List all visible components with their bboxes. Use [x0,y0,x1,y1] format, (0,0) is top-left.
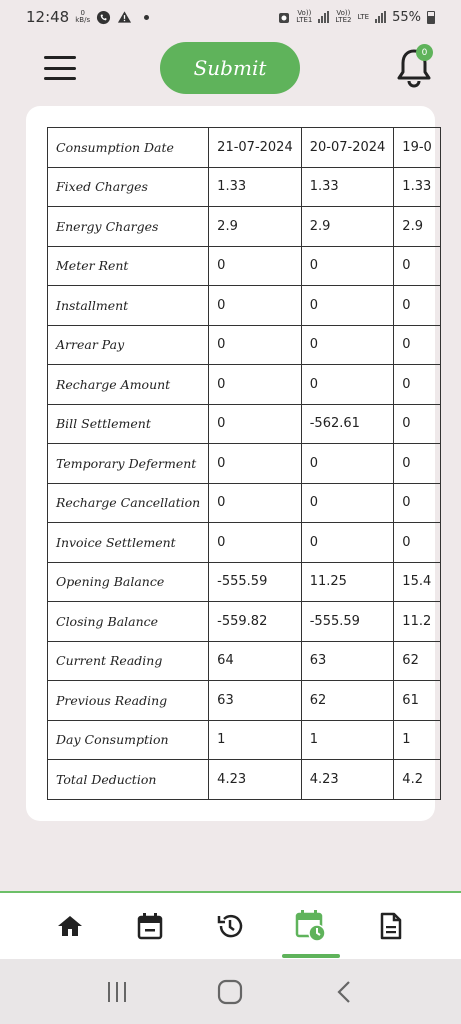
table-cell: 1 [301,720,394,760]
notification-badge: 0 [416,44,433,61]
row-label: Arrear Pay [48,325,209,365]
table-cell: 0 [394,286,441,326]
sim1-label [296,10,312,24]
table-row [48,167,441,207]
row-label: Current Reading [48,641,209,681]
history-icon [216,912,244,940]
table-cell: 62 [301,681,394,721]
table-cell: 1 [209,720,302,760]
table-cell: 0 [394,246,441,286]
table-row [48,681,441,721]
table-cell: 0 [301,365,394,405]
table-cell: 0 [301,325,394,365]
table-cell: 0 [209,523,302,563]
table-row [48,641,441,681]
row-label: Consumption Date [48,128,209,168]
table-cell: 0 [394,365,441,405]
table-cell: 19-0 [394,128,441,168]
table-row [48,444,441,484]
table-cell: 20-07-2024 [301,128,394,168]
sim2-label [335,10,351,24]
table-cell: 1.33 [301,167,394,207]
consumption-table [47,127,441,800]
row-label: Bill Settlement [48,404,209,444]
row-label: Previous Reading [48,681,209,721]
sim2-volte: Vo)) [336,9,351,17]
home-icon [57,914,83,938]
data-speed-value: 0 [80,9,85,17]
table-body [48,128,441,800]
table-row [48,483,441,523]
table-cell: 0 [209,365,302,405]
table-cell: 1 [394,720,441,760]
table-row [48,720,441,760]
nav-active-indicator [282,954,340,958]
table-cell: 0 [394,483,441,523]
table-cell: 2.9 [394,207,441,247]
row-label: Fixed Charges [48,167,209,207]
table-cell: 0 [394,523,441,563]
table-row [48,286,441,326]
table-cell: -559.82 [209,602,302,642]
table-cell: 63 [301,641,394,681]
bottom-nav [0,891,461,959]
table-cell: -555.59 [209,562,302,602]
recents-icon [105,981,129,1003]
table-row [48,325,441,365]
menu-icon[interactable] [44,56,76,80]
data-speed-indicator [75,10,90,24]
sim2-network: LTE2 [335,16,352,24]
table-cell: 0 [209,325,302,365]
calendar-clock-icon [295,909,327,943]
table-row [48,207,441,247]
table-cell: 63 [209,681,302,721]
nav-home[interactable] [50,906,90,946]
table-cell: 62 [394,641,441,681]
table-row [48,404,441,444]
menu-line [44,56,76,59]
table-cell: 0 [301,246,394,286]
table-cell: 1.33 [209,167,302,207]
table-cell: 61 [394,681,441,721]
signal-icon [318,11,329,23]
table-cell: 1.33 [394,167,441,207]
table-row [48,602,441,642]
table-row [48,128,441,168]
table-cell: 11.25 [301,562,394,602]
consumption-card [26,106,435,821]
table-row [48,760,441,800]
nav-document[interactable] [371,906,411,946]
table-cell: 2.9 [301,207,394,247]
table-cell: 4.23 [301,760,394,800]
menu-line [44,77,76,80]
row-label: Opening Balance [48,562,209,602]
row-label: Installment [48,286,209,326]
table-cell: -562.61 [301,404,394,444]
table-cell: 15.4 [394,562,441,602]
table-cell: 0 [394,404,441,444]
sim1-volte: Vo)) [297,9,312,17]
signal-icon-2 [375,11,386,23]
row-label: Total Deduction [48,760,209,800]
document-icon [379,912,403,940]
table-cell: 0 [209,246,302,286]
alarm-icon [278,11,290,24]
table-cell: 0 [301,444,394,484]
table-cell: 0 [394,444,441,484]
sim1-network: LTE1 [296,16,313,24]
lte-label: LTE [357,12,370,21]
back-icon [336,980,352,1004]
warning-icon [117,10,132,24]
home-button[interactable] [210,972,250,1012]
table-row [48,523,441,563]
recents-button[interactable] [97,972,137,1012]
table-row [48,562,441,602]
menu-line [44,67,76,70]
status-time: 12:48 [26,8,70,26]
row-label: Recharge Amount [48,365,209,405]
table-cell: 0 [209,483,302,523]
submit-button[interactable]: Submit [160,42,300,94]
nav-history[interactable] [210,906,250,946]
table-cell: 0 [394,325,441,365]
table-cell: 11.2 [394,602,441,642]
table-row [48,365,441,405]
nav-calendar[interactable] [130,906,170,946]
row-label: Energy Charges [48,207,209,247]
calendar-icon [137,912,163,940]
table-cell: 0 [301,483,394,523]
row-label: Day Consumption [48,720,209,760]
table-cell: 21-07-2024 [209,128,302,168]
table-cell: 0 [209,404,302,444]
home-circle-icon [217,979,243,1005]
row-label: Recharge Cancellation [48,483,209,523]
battery-percent: 55% [392,9,421,25]
row-label: Meter Rent [48,246,209,286]
table-cell: 4.23 [209,760,302,800]
table-scroll-area[interactable] [47,127,432,801]
status-right [278,10,435,25]
row-label: Invoice Settlement [48,523,209,563]
back-button[interactable] [324,972,364,1012]
notification-dot [144,15,149,20]
battery-icon [427,11,435,24]
whatsapp-icon [96,10,111,25]
table-cell: 64 [209,641,302,681]
table-row [48,246,441,286]
status-bar [0,0,461,34]
table-cell: -555.59 [301,602,394,642]
table-cell: 2.9 [209,207,302,247]
table-cell: 0 [301,286,394,326]
system-nav [0,959,461,1024]
nav-calendar-clock[interactable] [291,906,331,946]
row-label: Closing Balance [48,602,209,642]
table-cell: 0 [209,286,302,326]
table-cell: 0 [301,523,394,563]
table-cell: 4.2 [394,760,441,800]
row-label: Temporary Deferment [48,444,209,484]
status-left [26,8,149,26]
data-speed-unit: kB/s [75,16,91,24]
table-cell: 0 [209,444,302,484]
